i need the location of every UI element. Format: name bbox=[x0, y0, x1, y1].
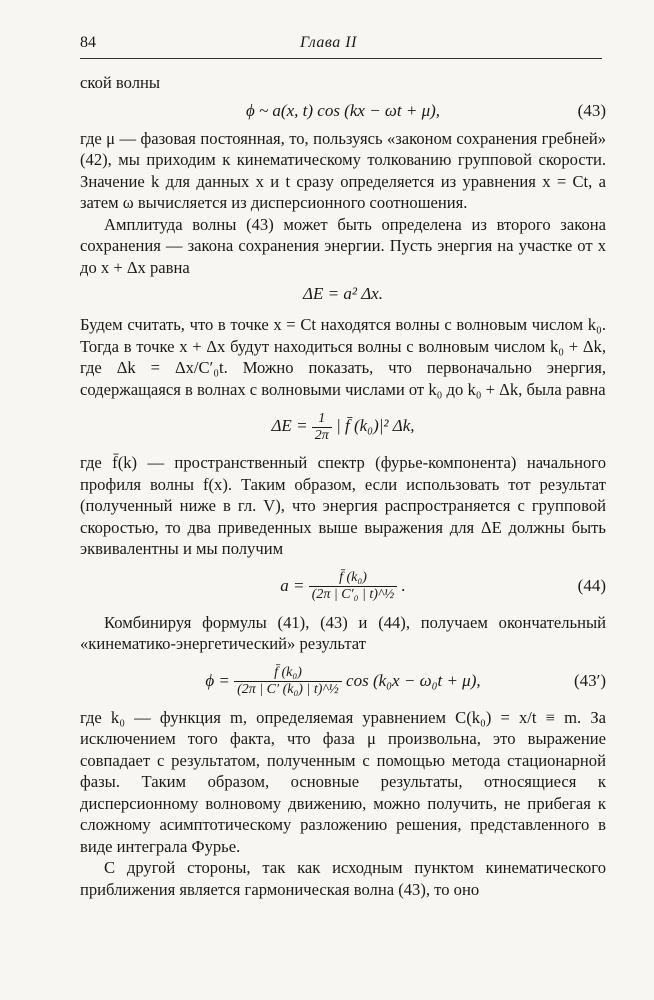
page-body bbox=[80, 72, 606, 900]
equation-lhs: a = bbox=[280, 575, 305, 595]
equation-44 bbox=[80, 560, 606, 612]
equation-number: (44) bbox=[577, 575, 606, 595]
equation-rhs: cos (k₀x − ω₀t + μ), bbox=[346, 670, 481, 690]
fraction bbox=[312, 411, 332, 444]
equation-43-prime bbox=[80, 655, 606, 707]
fraction bbox=[234, 665, 342, 698]
equation-text: ΔE = a² Δx. bbox=[303, 284, 383, 303]
fraction-denominator: (2π | C′₀ | t)^½ bbox=[311, 587, 395, 603]
equation-lhs: ΔE = bbox=[271, 416, 308, 435]
fraction-numerator: 1 bbox=[312, 411, 332, 428]
paragraph: Комбинируя формулы (41), (43) и (44), получаем окончательный «кинематико-энергетический» результат bbox=[80, 612, 606, 653]
paragraph: где μ — фазовая постоянная, то, пользуясь «законом сохранения гребней» (42), мы приходим к кинематическому толкованию групповой скорости. Значение k для данных x и t сразу определяется из уравнения x = Ct, а затем ω вычисляется из дисперсионного соотношения. bbox=[80, 128, 606, 212]
paragraph: Будем считать, что в точке x = Ct находятся волны с волновым числом k₀. Тогда в точке x + Δx будут находиться волны с волновым числом k₀ + Δk, где Δk = Δx/C′₀t. Можно показать, что первоначально энергия, содержащаяся в волнах с волновыми числами от k₀ до k₀ + Δk, была равна bbox=[80, 315, 606, 399]
paragraph: Амплитуда волны (43) может быть определена из второго закона сохранения — закона сохранения энергии. Пусть энергия на участке от x до x + Δx равна bbox=[80, 214, 606, 277]
fraction-numerator: f̄ (k₀) bbox=[234, 665, 342, 682]
equation-lhs: ϕ = bbox=[205, 670, 230, 690]
fraction bbox=[309, 570, 398, 603]
equation-rhs: | f̄ (k₀)|² Δk, bbox=[336, 416, 415, 435]
equation-text: ϕ ~ a(x, t) cos (kx − ωt + μ), bbox=[245, 100, 441, 120]
equation-energy bbox=[80, 280, 606, 308]
chapter-title: Глава II bbox=[300, 34, 357, 51]
paragraph: где f̄(k) — пространственный спектр (фурье-компонента) начального профиля волны f(x). Таким образом, если использовать тот результат (полученный ниже в гл. V), что энергия распространяется с групповой скоростью, то два приведенных выше выражения для ΔE должны быть эквивалентны и мы получим bbox=[80, 453, 606, 558]
paragraph: где k₀ — функция m, определяемая уравнением C(k₀) = x/t ≡ m. За исключением того факта, что фаза μ произвольна, это выражение совпадает с результатом, полученным с помощью метода стационарной фазы. Таким образом, основные результаты, относящиеся к дисперсионному волновому движению, можно получить, не прибегая к сложному асимптотическому разложению решения, представленного в виде интеграла Фурье. bbox=[80, 707, 606, 856]
equation-43 bbox=[80, 94, 606, 128]
fraction-denominator: 2π bbox=[314, 427, 329, 443]
equation-spectrum bbox=[80, 400, 606, 452]
paragraph: С другой стороны, так как исходным пунктом кинематического приближения является гармоническая волна (43), то оно bbox=[80, 858, 606, 899]
equation-rhs: . bbox=[401, 575, 406, 595]
running-header bbox=[80, 32, 602, 59]
equation-number: (43) bbox=[577, 100, 606, 120]
fraction-denominator: (2π | C′ (k₀) | t)^½ bbox=[237, 682, 339, 698]
paragraph: ской волны bbox=[80, 73, 161, 92]
equation-number: (43′) bbox=[573, 670, 606, 690]
page-number: 84 bbox=[80, 34, 96, 51]
fraction-numerator: f̄ (k₀) bbox=[309, 570, 398, 587]
